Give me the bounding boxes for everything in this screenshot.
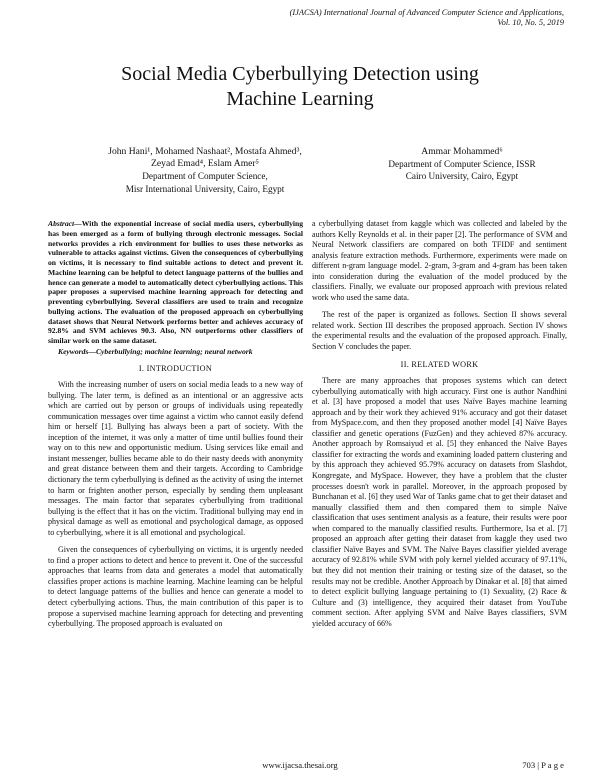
- related-work-paragraph: There are many approaches that proposes systems which can detect cyberbullying automatically with high accuracy. First one is author Nandhini et al. [3] have proposed a model that uses Naïve Bayes machine learning approach and by their work they achieved 91% accuracy and got their dataset from MySpace.com, and then they proposed another model [4] Naïve Bayes classifier and genetic operations (FuzGen) and they achieved 87% accuracy. Another approach by Romsaiyud et al. [5] they enhanced the Naïve Bayes classifier for extracting the words and examining loaded pattern clustering and by this approach they achieved 95.79% accuracy on datasets from Slashdot, Kongregate, and MySpace. However, they have a problem that the cluster processes doesn't work in parallel. Moreover, in the approach proposed by Bunchanan et al. [6] they used War of Tanks game chat to get their dataset and manually classified them and then compared them to simple Naïve classification that uses sentiment analysis as a feature, their results were poor when compared to the manually classified results. Furthermore, Isa et al. [7] proposed an approach after getting their dataset from kaggle they used two classifier Naïve Bayes and SVM. The Naïve Bayes classifier yielded average accuracy of 92.81% while SVM with poly kernel yielded accuracy of 97.11%, but they did not mention their training or testing size of the dataset, so the results may not be credible. Another Approach by Dinakar et al. [8] that aimed to detect explicit bullying language pertaining to (1) Sexuality, (2) Race & Culture and (3) intelligence, they acquired their dataset from YouTube comment section. After applying SVM and Naïve Bayes classifiers, SVM yielded accuracy of 66%: [312, 376, 567, 628]
- abstract: [48, 219, 303, 346]
- intro-paragraph-4: The rest of the paper is organized as follows. Section II shows several related work. Section III describes the proposed approach. Section IV shows the experimental results and the evaluation of the proposed approach. Finally, Section V concludes the paper.: [312, 310, 567, 352]
- paper-title: [40, 62, 560, 112]
- authors-left: [60, 146, 350, 195]
- title-line-2: Machine Learning: [226, 88, 374, 110]
- section-heading-related-work: II. RELATED WORK: [400, 359, 479, 369]
- author-name-6: Ammar Mohammed⁶: [421, 146, 503, 157]
- section-heading-introduction: I. INTRODUCTION: [138, 363, 213, 373]
- intro-paragraph-1: With the increasing number of users on social media leads to a new way of bullying. The later term, is defined as an intentional or an aggressive acts which are carried out by person or groups of individuals using repeatedly communication messages over time against a victim who cannot easily defend him or herself [1]. Bullying has always been a part of society. With the inception of the internet, it was only a matter of time until bullies found their way on to this new and opportunistic medium. Using services like email and instant messenger, bullies became able to do their nasty deeds with anonymity and great distance between them and their targets. According to Cambridge dictionary the term cyberbullying is defined as the activity of using the internet to harm or frighten another person, especially by sending them unpleasant messages. The main factor that separates cyberbullying from traditional bullying is the effect that it has on the victim. Traditional bullying may end in physical damage as well as emotional and psychological damage, as opposed to cyberbullying, where it is all emotional and psychological.: [48, 380, 303, 537]
- abstract-text: With the exponential increase of social media users, cyberbullying has been emerged as a form of bullying through electronic messages. Social networks provides a rich environment for bullies to uses these networks as vulnerable to attacks against victims. Given the consequences of cyberbullying on victims, it is necessary to find suitable actions to detect and prevent it. Machine learning can be helpful to detect language patterns of the bullies and hence can generate a model to automatically detect cyberbullying actions. This paper proposes a supervised machine learning approach for detecting and preventing cyberbullying. Several classifiers are used to train and recognize bullying actions. The evaluation of the proposed approach on cyberbullying dataset shows that Neural Network performs better and achieves accuracy of 92.8% and SVM achieves 90.3. Also, NN outperforms other classifiers of similar work on the same dataset.: [48, 219, 303, 345]
- footer-url: www.ijacsa.thesai.org: [262, 760, 338, 770]
- intro-paragraph-2: Given the consequences of cyberbullying on victims, it is urgently needed to find a proper actions to detect and hence to prevent it. One of the successful approaches that learns from data and generates a model that automatically classifies proper actions is machine learning. Machine learning can be helpful to detect language patterns of the bullies and hence can generate a model to detect cyberbullying actions. Thus, the main contribution of this paper is to propose a supervised machine learning approach for detecting and preventing cyberbullying. The proposed approach is evaluated on: [48, 545, 303, 629]
- author-affiliation: Misr International University, Cairo, Egypt: [125, 183, 285, 194]
- footer-page-number: 703 | P a g e: [522, 760, 564, 770]
- author-department-6: Department of Computer Science, ISSR: [388, 159, 536, 170]
- keywords: Keywords—Cyberbullying; machine learning; neural network: [58, 346, 253, 356]
- author-names-1: John Hani¹, Mohamed Nashaat², Mostafa Ahmed³,: [108, 146, 302, 157]
- journal-volume: Vol. 10, No. 5, 2019: [497, 18, 564, 27]
- authors-right: [352, 146, 572, 183]
- journal-header: [264, 8, 564, 28]
- right-column: [312, 219, 567, 629]
- author-affiliation-6: Cairo University, Cairo, Egypt: [405, 171, 519, 182]
- abstract-lead: Abstract—: [48, 219, 82, 228]
- journal-name: (IJACSA) International Journal of Advanced Computer Science and Applications,: [289, 8, 564, 17]
- author-names-2: Zeyad Emad⁴, Eslam Amer⁵: [151, 158, 259, 170]
- title-line-1: Social Media Cyberbullying Detection using: [121, 63, 479, 85]
- author-department: Department of Computer Science,: [142, 171, 268, 182]
- intro-paragraph-3: a cyberbullying dataset from kaggle which was collected and labeled by the authors Kelly Reynolds et al. in their paper [2]. The performance of SVM and Neural Network classifiers are compared on both TFIDF and sentiment analysis feature extraction methods. Furthermore, experiments were made on different n-gram language model. 2-gram, 3-gram and 4-gram has been taken into consideration during the evaluation of the model produced by the classifiers. Finally, we evaluate our proposed approach with previous related work who used the same data.: [312, 219, 567, 302]
- left-column: [48, 219, 303, 630]
